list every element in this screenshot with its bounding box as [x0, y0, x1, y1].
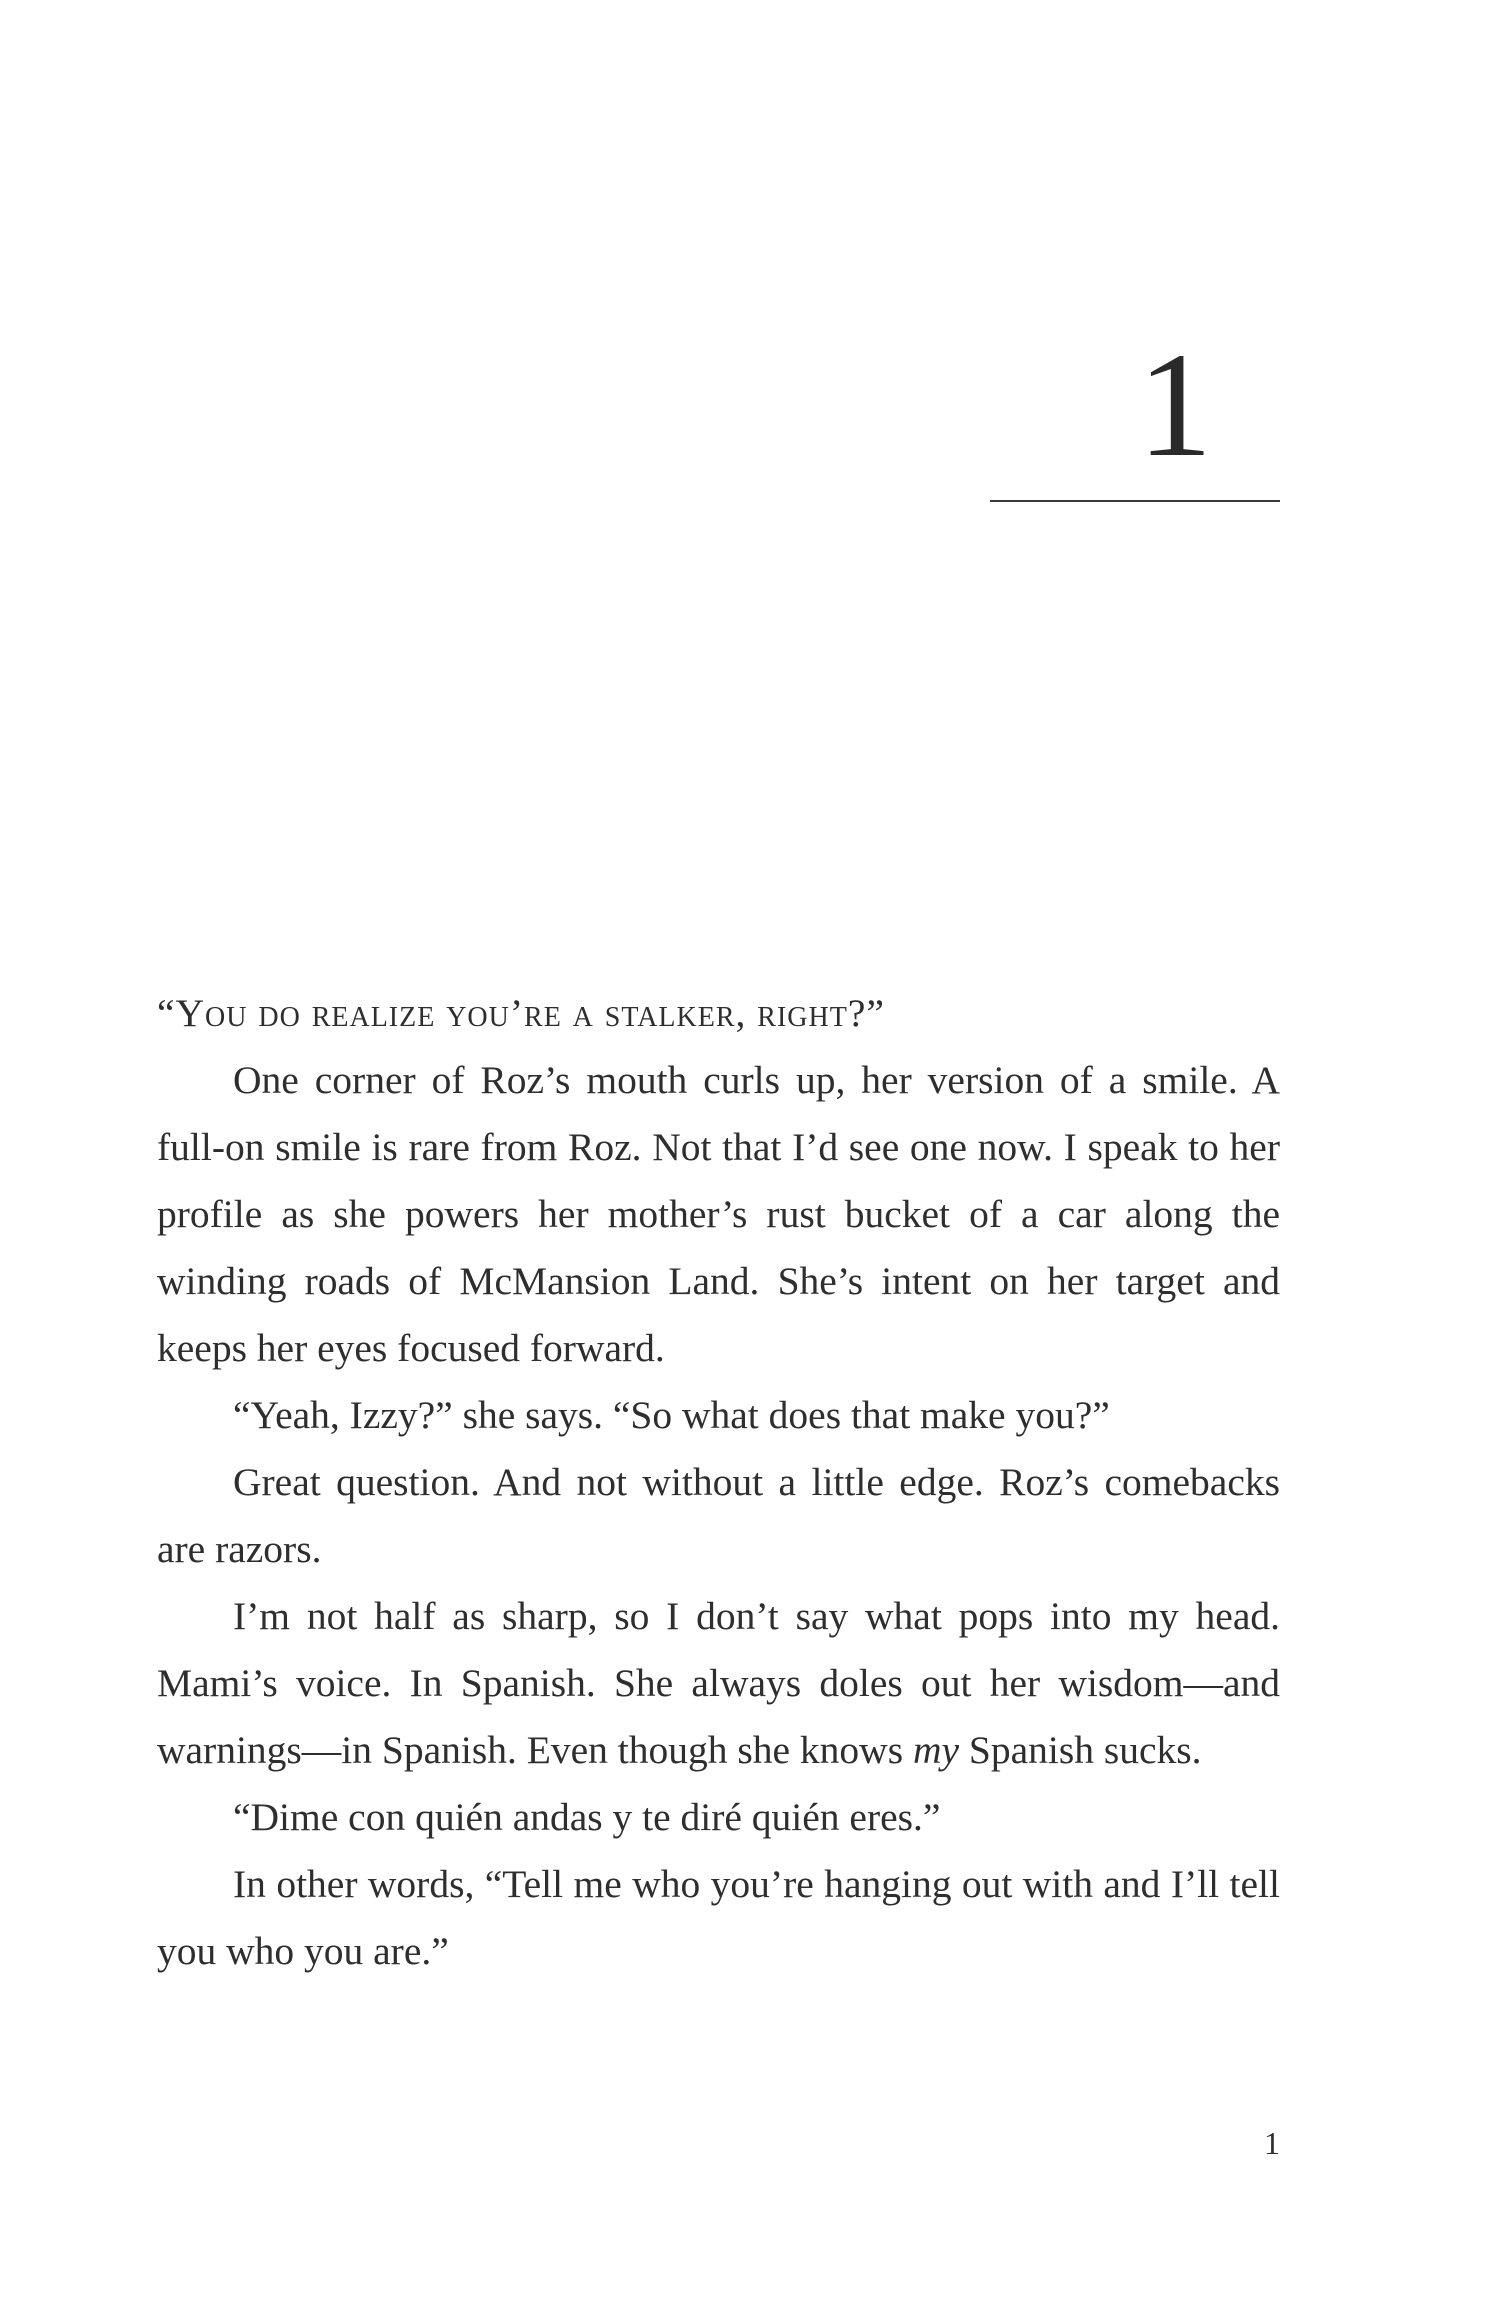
chapter-number: 1 — [1137, 322, 1213, 488]
paragraph-6: “Dime con quién andas y te diré quién eres.” — [233, 1795, 941, 1839]
paragraph-5 — [157, 1583, 1280, 1784]
chapter-rule — [990, 500, 1280, 502]
paragraph-5-text-after: Spanish sucks. — [959, 1728, 1202, 1772]
page-number: 1 — [1264, 2125, 1280, 2161]
body-text — [157, 980, 1280, 1985]
paragraph-2: One corner of Roz’s mouth curls up, her version of a smile. A full-on smile is rare from Roz. Not that I’d see one now. I speak to her profile as she powers her mother’s rust bucket of a car along the winding roads of McMansion Land. She’s intent on her target and keeps her eyes focused forward. — [157, 1058, 1280, 1370]
paragraph-7: In other words, “Tell me who you’re hanging out with and I’ll tell you who you are.” — [157, 1862, 1280, 1973]
opening-line: “You do realize you’re a stalker, right?” — [157, 991, 885, 1035]
paragraph-5-text-before: I’m not half as sharp, so I don’t say what pops into my head. Mami’s voice. In Spanish. She always doles out her wisdom—and warnings—in Spanish. Even though she knows — [157, 1594, 1280, 1772]
paragraph-5-emphasis: my — [912, 1728, 960, 1772]
paragraph-1 — [157, 980, 1280, 1047]
paragraph-4: Great question. And not without a little edge. Roz’s comebacks are razors. — [157, 1460, 1280, 1571]
paragraph-3: “Yeah, Izzy?” she says. “So what does that make you?” — [233, 1393, 1110, 1437]
